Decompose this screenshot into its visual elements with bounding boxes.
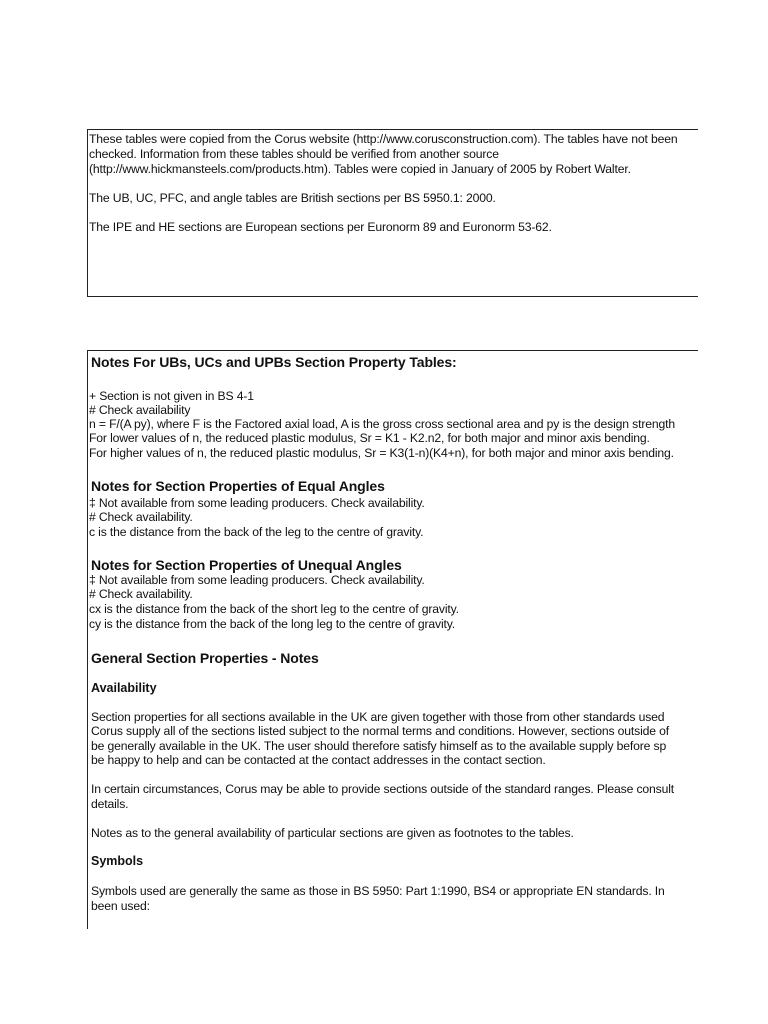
equal-note-line: # Check availability. bbox=[89, 510, 193, 524]
ub-note-line: + Section is not given in BS 4-1 bbox=[89, 389, 254, 403]
unequal-note-line: # Check availability. bbox=[89, 587, 193, 601]
unequal-note-line: ‡ Not available from some leading producers. Check availability. bbox=[89, 573, 425, 587]
circumstances-line: In certain circumstances, Corus may be able to provide sections outside of the standard ranges. Please consult bbox=[91, 782, 675, 796]
equal-note-line: c is the distance from the back of the leg to the centre of gravity. bbox=[89, 525, 424, 539]
symbols-line: been used: bbox=[91, 899, 150, 913]
ub-note-line: For higher values of n, the reduced plastic modulus, Sr = K3(1-n)(K4+n), for both major and minor axis bending. bbox=[89, 446, 674, 460]
availability-line: Corus supply all of the sections listed subject to the normal terms and conditions. However, sections outside of bbox=[91, 724, 669, 738]
page-bottom-margin bbox=[0, 929, 768, 1024]
unequal-angles-heading: Notes for Section Properties of Unequal Angles bbox=[91, 557, 402, 573]
intro-line-3: (http://www.hickmansteels.com/products.htm). Tables were copied in January of 2005 by Robert Walter. bbox=[89, 162, 631, 176]
footnotes-line: Notes as to the general availability of particular sections are given as footnotes to the tables. bbox=[91, 826, 574, 840]
notes-box bbox=[87, 350, 698, 940]
ub-note-line: # Check availability bbox=[89, 403, 191, 417]
circumstances-line: details. bbox=[91, 797, 129, 811]
symbols-heading: Symbols bbox=[91, 854, 144, 868]
intro-line-2: checked. Information from these tables should be verified from another source bbox=[89, 147, 499, 161]
ub-note-line: For lower values of n, the reduced plastic modulus, Sr = K1 - K2.n2, for both major and minor axis bending. bbox=[89, 431, 650, 445]
intro-line-5: The IPE and HE sections are European sections per Euronorm 89 and Euronorm 53-62. bbox=[89, 220, 552, 234]
equal-angles-heading: Notes for Section Properties of Equal Angles bbox=[91, 478, 385, 494]
availability-line: Section properties for all sections available in the UK are given together with those from other standards used bbox=[91, 710, 665, 724]
unequal-note-line: cx is the distance from the back of the short leg to the centre of gravity. bbox=[89, 602, 459, 616]
general-notes-heading: General Section Properties - Notes bbox=[91, 650, 319, 666]
availability-heading: Availability bbox=[91, 681, 157, 695]
equal-note-line: ‡ Not available from some leading producers. Check availability. bbox=[89, 496, 425, 510]
intro-line-1: These tables were copied from the Corus website (http://www.corusconstruction.com). The tables have not been bbox=[89, 132, 678, 146]
ub-notes-heading: Notes For UBs, UCs and UPBs Section Property Tables: bbox=[91, 354, 457, 370]
availability-line: be generally available in the UK. The user should therefore satisfy himself as to the available supply before sp bbox=[91, 739, 667, 753]
availability-line: be happy to help and can be contacted at the contact addresses in the contact section. bbox=[91, 753, 546, 767]
intro-line-4: The UB, UC, PFC, and angle tables are British sections per BS 5950.1: 2000. bbox=[89, 191, 496, 205]
intro-box bbox=[87, 129, 698, 297]
unequal-note-line: cy is the distance from the back of the long leg to the centre of gravity. bbox=[89, 617, 456, 631]
ub-note-line: n = F/(A py), where F is the Factored axial load, A is the gross cross sectional area and py is the design strength bbox=[89, 417, 676, 431]
symbols-line: Symbols used are generally the same as those in BS 5950: Part 1:1990, BS4 or appropriate EN standards. In bbox=[91, 884, 665, 898]
